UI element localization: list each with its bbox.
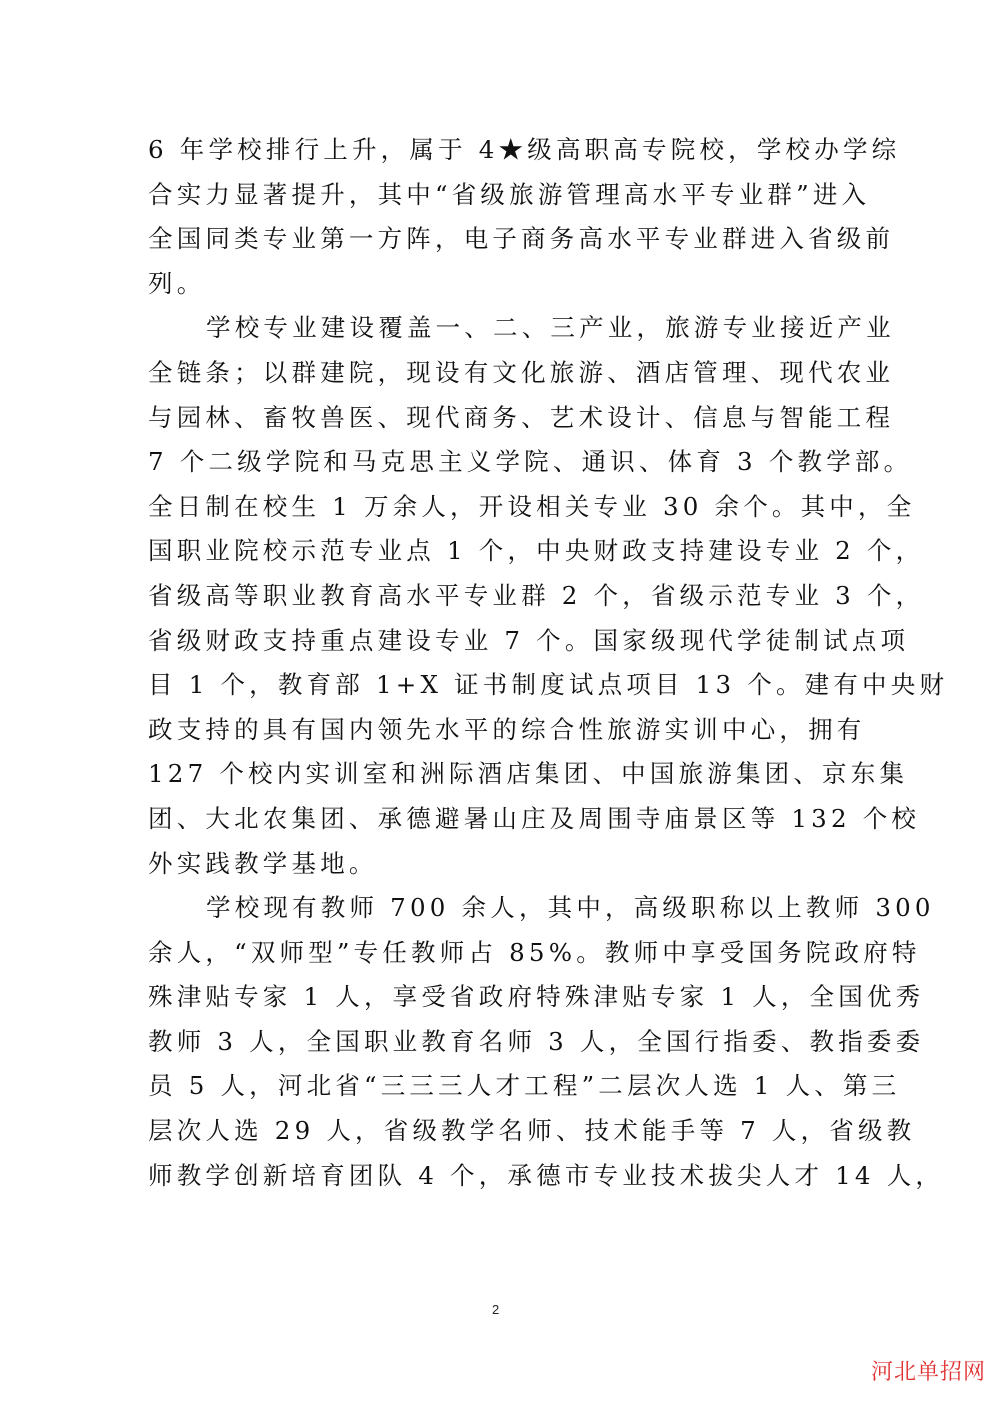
text-line: 全链条；以群建院，现设有文化旅游、酒店管理、现代农业 — [148, 357, 895, 387]
text-line: 省级财政支持重点建设专业 7 个。国家级现代学徒制试点项 — [148, 625, 910, 655]
page-number: 2 — [492, 1302, 500, 1317]
text-line: 团、大北农集团、承德避暑山庄及周围寺庙景区等 132 个校 — [148, 803, 921, 833]
text-line: 全日制在校生 1 万余人，开设相关专业 30 余个。其中，全 — [148, 491, 916, 521]
text-line: 与园林、畜牧兽医、现代商务、艺术设计、信息与智能工程 — [148, 402, 895, 432]
text-line: 6 年学校排行上升，属于 4★级高职高专院校，学校办学综 — [148, 135, 901, 164]
paragraph-first-line: 学校现有教师 700 余人，其中，高级职称以上教师 300 — [206, 893, 935, 923]
paragraph-first-line: 学校专业建设覆盖一、二、三产业，旅游专业接近产业 — [206, 313, 895, 343]
text-line: 127 个校内实训室和洲际酒店集团、中国旅游集团、京东集 — [148, 759, 909, 789]
text-line: 全国同类专业第一方阵，电子商务高水平专业群进入省级前 — [148, 224, 895, 254]
text-line: 政支持的具有国内领先水平的综合性旅游实训中心，拥有 — [148, 714, 866, 744]
body-text — [148, 128, 949, 1198]
text-line: 余人，“双师型”专任教师占 85%。教师中享受国务院政府特 — [148, 937, 921, 967]
text-line: 员 5 人，河北省“三三三人才工程”二层次人选 1 人、第三 — [148, 1071, 901, 1101]
text-line: 外实践教学基地。 — [148, 848, 378, 878]
text-line: 列。 — [148, 268, 206, 298]
text-line: 层次人选 29 人，省级教学名师、技术能手等 7 人，省级教 — [148, 1116, 916, 1146]
text-line: 合实力显著提升，其中“省级旅游管理高水平专业群”进入 — [148, 179, 871, 209]
text-line: 国职业院校示范专业点 1 个，中央财政支持建设专业 2 个， — [148, 536, 925, 566]
text-line: 师教学创新培育团队 4 个，承德市专业技术拔尖人才 14 人， — [148, 1160, 945, 1190]
watermark: 河北单招网 — [870, 1360, 986, 1385]
text-line: 教师 3 人，全国职业教育名师 3 人，全国行指委、教指委委 — [148, 1026, 925, 1056]
text-line: 殊津贴专家 1 人，享受省政府特殊津贴专家 1 人，全国优秀 — [148, 982, 925, 1012]
text-line: 省级高等职业教育高水平专业群 2 个，省级示范专业 3 个， — [148, 580, 925, 610]
text-line: 7 个二级学院和马克思主义学院、通识、体育 3 个教学部。 — [148, 447, 913, 477]
text-line: 目 1 个，教育部 1+X 证书制度试点项目 13 个。建有中央财 — [148, 670, 949, 700]
